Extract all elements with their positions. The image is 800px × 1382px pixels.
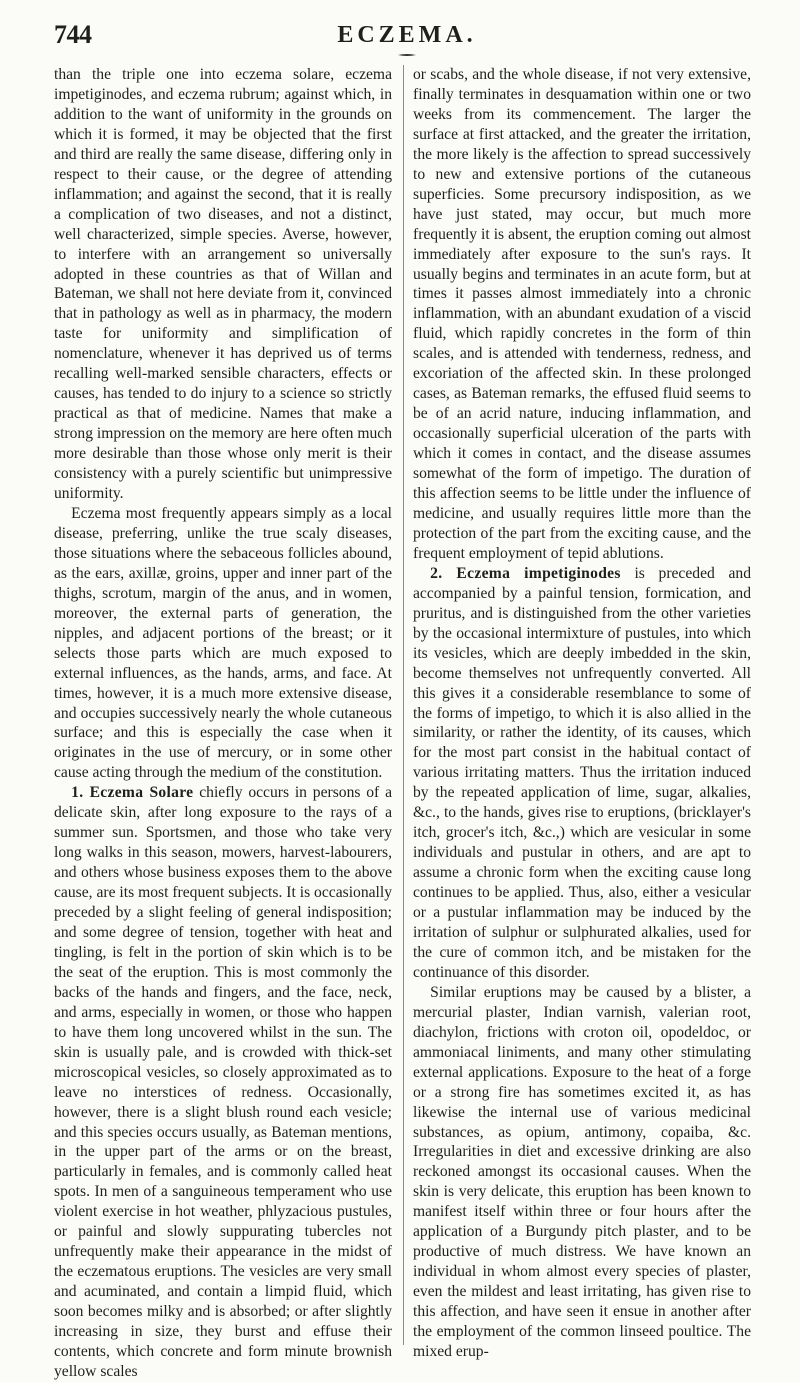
running-head: ECZEMA. (337, 22, 477, 48)
paragraph: Similar eruptions may be caused by a blister, a mercurial plaster, Indian varnish, valerian root, diachylon, frictions with croton oil, opodeldoc, or ammoniacal liniments, and many other stimulating external applications. Exposure to the heat of a forge or a strong fire has sometimes excited it, as has likewise the internal use of various medicinal substances, as opium, antimony, copaiba, &c. Irregularities in diet and excessive drinking are also reckoned amongst its occasional causes. When the skin is very delicate, this eruption has been known to manifest itself within three or four hours after the application of a Burgundy pitch plaster, and to be productive of much distress. We have known an individual in whom almost every species of plaster, even the mildest and least irritating, has given rise to this affection, and have seen it ensue in another after the employment of the common linseed poultice. The mixed erup- (413, 983, 751, 1360)
right-column (413, 65, 751, 1360)
page-number: 744 (54, 20, 92, 49)
column-divider (403, 65, 404, 1345)
paragraph: than the triple one into eczema solare, eczema impetiginodes, and eczema rubrum; against which, in addition to the want of uniformity in the grounds on which it is formed, it may be objected that the first and third are really the same disease, differing only in respect to their cause, or the degree of attending inflammation; and against the second, that it is really a complication of two diseases, and not a distinct, well characterized, simple species. Averse, however, to interfere with an arrangement so universally adopted in these countries as that of Willan and Bateman, we shall not here deviate from it, convinced that in pathology as well as in pharmacy, the modern taste for uniformity and simplification of nomenclature, whenever it has deprived us of terms recalling well-marked sensible characters, effects or causes, has tended to do injury to a science so strictly practical as that of medicine. Names that make a strong impression on the memory are here often much more desirable than those whose only merit is their consistency with a purely scientific but unimpressive uniformity. (54, 66, 392, 503)
left-column (54, 65, 392, 1380)
page-header (54, 20, 760, 56)
paragraph: Eczema most frequently appears simply as a local disease, preferring, unlike the true scaly diseases, those situations where the sebaceous follicles abound, as the ears, axillæ, groins, upper and inner part of the thighs, scrotum, margin of the anus, and in women, moreover, the external parts of generation, the nipples, and adjacent portions of the breast; or it selects those parts which are much exposed to external influences, as the hands, arms, and face. At times, however, it is a much more extensive disease, and occupies successively nearly the whole cutaneous surface; and this is especially the case when it originates in the use of mercury, or in some other cause acting through the medium of the constitution. (54, 504, 392, 782)
paragraph: or scabs, and the whole disease, if not very extensive, finally terminates in desquamation within one or two weeks from its commencement. The larger the surface at first attacked, and the greater the irritation, the more likely is the affection to spread successively to new and extensive portions of the cutaneous superficies. Some precursory indisposition, as we have just stated, may occur, but much more frequently it is absent, the eruption coming out almost immediately after exposure to the sun's rays. It usually begins and terminates in an acute form, but at times it passes almost immediately into a chronic inflammation, with an abundant exudation of a viscid fluid, which rapidly concretes in the form of thin scales, and is attended with tenderness, redness, and excoriation of the affected skin. In these prolonged cases, as Bateman remarks, the effused fluid seems to be of an acrid nature, inducing inflammation, and occasionally superficial ulceration of the parts with which it comes in contact, and the disease assumes somewhat of the form of impetigo. The duration of this affection seems to be little under the influence of medicine, and usually requires little more than the protection of the part from the exciting cause, and the frequent employment of tepid ablutions. (413, 66, 751, 562)
section-heading: 2. Eczema impetiginodes (430, 564, 621, 582)
paragraph-body: chiefly occurs in persons of a delicate skin, after long exposure to the rays of a summer sun. Sportsmen, and those who take very long walks in this season, mowers, harvest-labourers, and others whose business exposes them to the above cause, are its most frequent subjects. It is occasionally preceded by a slight feeling of general indisposition; and some degree of tension, together with heat and tingling, is felt in the portion of skin which is to be the seat of the eruption. This is most commonly the backs of the hands and fingers, and the face, neck, and arms, especially in women, or those who happen to have them long uncovered whilst in the sun. The skin is usually pale, and is crowded with thick-set microscopical vesicles, so closely approximated as to leave no interstices of redness. Occasionally, however, there is a slight blush round each vesicle; and this species occurs usually, as Bateman mentions, in the upper part of the arms or on the breast, particularly in females, and is commonly called heat spots. In men of a sanguineous temperament who use violent exercise in hot weather, phlyzacious pustules, or painful and slowly suppurating tubercles not unfrequently make their appearance in the midst of the eczematous eruptions. The vesicles are very small and acuminated, and contain a limpid fluid, which soon becomes milky and is absorbed; or after slightly increasing in size, they burst and effuse their contents, which concrete and form minute brownish yellow scales (54, 784, 392, 1380)
paragraph (413, 564, 751, 983)
paragraph-body: is preceded and accompanied by a painful tension, formication, and pruritus, and is distinguished from the other varieties by the occasional intermixture of pustules, into which its vesicles, which are deeply imbedded in the skin, become themselves not unfrequently converted. All this gives it a considerable resemblance to some of the forms of impetigo, to which it is also allied in the similarity, or rather the identity, of its causes, which for the most part consist in the habitual contact of various irritating matters. Thus the irritation induced by the repeated application of lime, sugar, alkalies, &c., to the hands, gives rise to eruptions, (bricklayer's itch, grocer's itch, &c.,) which are vesicular in some individuals and pustular in others, and are apt to assume a chronic form when the exciting cause long continues to be applied. Thus, also, either a vesicular or a pustular inflammation may be induced by the irritation of sulphur or sulphurated alkalies, used for the cure of common itch, and be mistaken for the continuance of this disorder. (413, 564, 751, 981)
ornament-icon (398, 53, 416, 57)
paragraph (54, 783, 392, 1382)
section-heading: 1. Eczema Solare (71, 784, 194, 802)
